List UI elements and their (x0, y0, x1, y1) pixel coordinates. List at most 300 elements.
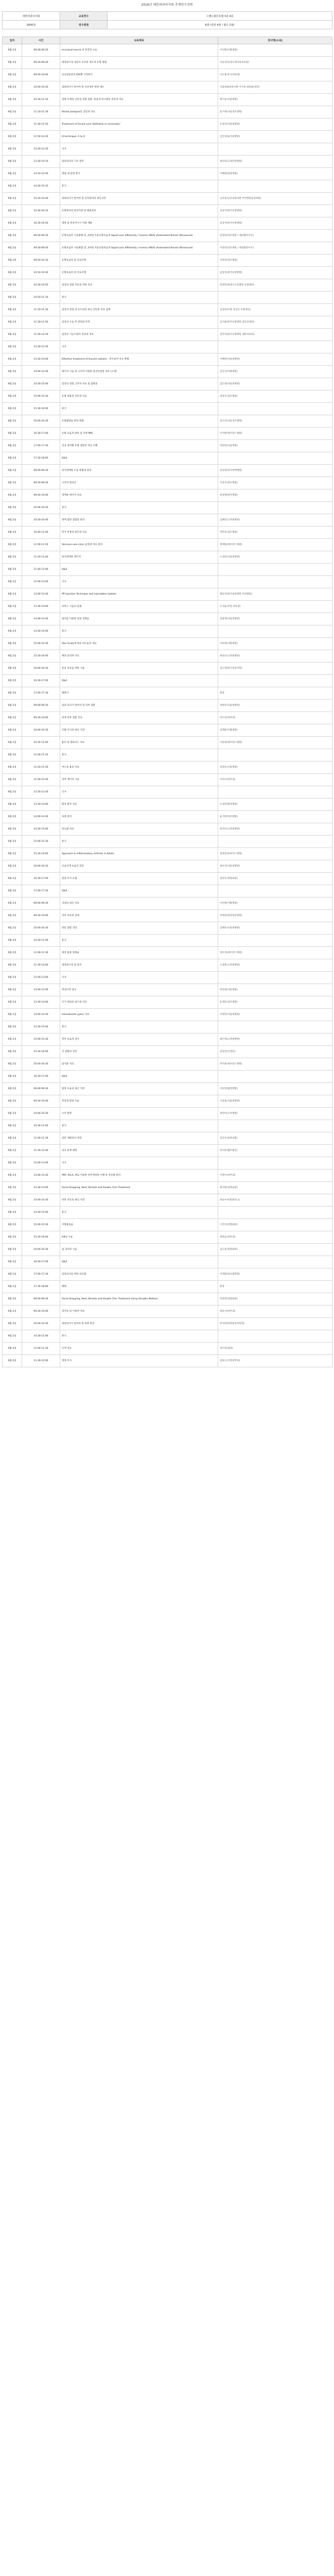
session-date: 9월 2일 (3, 477, 22, 489)
session-date: 9월 2일 (3, 391, 22, 403)
session-title: 식사 (60, 786, 218, 799)
session-speaker: 오세진(서울대병원) (218, 551, 332, 564)
session-date: 9월 2일 (3, 576, 22, 588)
session-title: Effective treatment of thyroid nodules - 비수술적 치료 방법 (60, 353, 218, 366)
table-row (3, 613, 332, 625)
session-time: 13:30-14:00 (22, 353, 60, 366)
session-time: 16:30-17:00 (22, 1256, 60, 1268)
session-speaker (218, 1120, 332, 1132)
table-row (3, 1355, 332, 1367)
session-time: 10:20-10:40 (22, 514, 60, 527)
session-date: 9월 2일 (3, 959, 22, 972)
session-speaker: 윤기세(서울성모병원) (218, 106, 332, 118)
session-title: 식사 (60, 143, 218, 156)
session-time: 10:00-10:30 (22, 1108, 60, 1120)
session-speaker: 이상우(성모병원) (218, 477, 332, 489)
session-date: 9월 2일 (3, 1268, 22, 1281)
session-time: 10:30-11:00 (22, 1330, 60, 1343)
session-time: 10:30-11:00 (22, 935, 60, 947)
session-date: 9월 2일 (3, 687, 22, 700)
table-row (3, 180, 332, 193)
session-speaker (218, 1330, 332, 1343)
session-title: 진료 영역별 유방 질환의 치료 이해 (60, 440, 218, 452)
table-row (3, 1009, 332, 1021)
session-time: 16:00-16:30 (22, 663, 60, 675)
session-speaker: 최지원(성형외과) (218, 1182, 332, 1194)
session-speaker (218, 292, 332, 304)
session-time: 09:00-09:20 (22, 465, 60, 477)
session-date: 9월 2일 (3, 1343, 22, 1355)
session-speaker: 오지윤(부천 피부과) (218, 601, 332, 613)
session-title: Ill technique: A to Z (60, 131, 218, 143)
table-row (3, 292, 332, 304)
session-speaker: 이상훈(서울대병원) (218, 1095, 332, 1108)
table-row (3, 279, 332, 292)
table-row (3, 811, 332, 823)
table-row (3, 403, 332, 415)
session-date: 9월 2일 (3, 1256, 22, 1268)
session-date: 9월 2일 (3, 1021, 22, 1033)
session-speaker: 김태호(서울대병원) (218, 922, 332, 935)
session-title: 식사 (60, 1157, 218, 1170)
session-date: 9월 2일 (3, 836, 22, 848)
session-time: 11:30-12:00 (22, 1145, 60, 1157)
table-row (3, 1306, 332, 1318)
session-time: 09:30-09:50 (22, 242, 60, 255)
session-speaker: 회장 (218, 1281, 332, 1293)
session-speaker: 김상국(한국유방병원) (218, 205, 332, 217)
session-date: 9월 2일 (3, 1120, 22, 1132)
session-date: 9월 2일 (3, 1207, 22, 1219)
session-time: 15:00-15:30 (22, 1219, 60, 1231)
session-time: 10:30-11:00 (22, 1120, 60, 1132)
session-date: 9월 2일 (3, 947, 22, 959)
session-time: 09:40-10:00 (22, 489, 60, 502)
session-title: Q&A (60, 1071, 218, 1083)
table-row (3, 972, 332, 984)
session-title: 외과의사가 알아야 할 상처관리의 최신지견 (60, 193, 218, 205)
session-speaker: 김용재(서울대병원) (218, 613, 332, 625)
session-speaker: 박소영(피부과) (218, 712, 332, 724)
session-date: 9월 2일 (3, 1293, 22, 1306)
session-title: Q&A (60, 1256, 218, 1268)
session-date: 9월 2일 (3, 94, 22, 106)
session-speaker (218, 675, 332, 687)
session-speaker: 정수빈(내과) (218, 1343, 332, 1355)
session-title: 복강경 탈장 수술 (60, 1095, 218, 1108)
session-speaker: 최은영(고려대병원) (218, 1033, 332, 1046)
session-speaker: 김민우(정형외과) (218, 873, 332, 885)
session-speaker: 김진우(외과의원) (218, 1132, 332, 1145)
session-date: 9월 2일 (3, 267, 22, 279)
session-date: 9월 2일 (3, 1219, 22, 1231)
session-speaker (218, 341, 332, 353)
session-speaker: 이동현(세브란스병원) (218, 737, 332, 749)
session-date: 9월 2일 (3, 539, 22, 551)
table-row (3, 477, 332, 489)
session-date: 9월 2일 (3, 1071, 22, 1083)
table-row (3, 1219, 332, 1231)
table-row (3, 1058, 332, 1071)
session-date: 9월 2일 (3, 984, 22, 996)
session-speaker (218, 1256, 332, 1268)
session-date: 9월 2일 (3, 44, 22, 57)
session-speaker: 이지현(세브란스병원) (218, 428, 332, 440)
session-speaker (218, 625, 332, 638)
session-date: 9월 2일 (3, 1182, 22, 1194)
session-date: 9월 2일 (3, 292, 22, 304)
table-row (3, 353, 332, 366)
session-date: 9월 2일 (3, 935, 22, 947)
session-speaker: 이정연(성모병원) (218, 255, 332, 267)
session-date: 9월 2일 (3, 1330, 22, 1343)
session-date: 9월 2일 (3, 1244, 22, 1256)
table-row (3, 217, 332, 230)
session-speaker: 한동원(서울병원) (218, 984, 332, 996)
info-value: 6점 (일반 4점 / 필수 2점) (108, 21, 332, 29)
table-row (3, 761, 332, 774)
session-speaker: 배기웅(서울병원) (218, 94, 332, 106)
table-row (3, 341, 332, 353)
session-speaker: 최우진(서울대병원) (218, 860, 332, 873)
session-time: 12:20-13:30 (22, 341, 60, 353)
session-date: 9월 2일 (3, 1318, 22, 1330)
session-speaker (218, 180, 332, 193)
table-row (3, 267, 332, 279)
session-speaker: 김수진(서울성모병원) (218, 415, 332, 428)
session-speaker: 정민아(소아병원) (218, 1108, 332, 1120)
session-date: 9월 2일 (3, 1108, 22, 1120)
session-time: 09:00-09:20 (22, 44, 60, 57)
schedule-table (2, 37, 332, 1367)
session-speaker: 이인형(이화병원) (218, 897, 332, 910)
session-date: 9월 2일 (3, 1083, 22, 1095)
table-row (3, 625, 332, 638)
session-title: 지방흡입술 (60, 1219, 218, 1231)
session-title: 외과의사를 위한 의료법 (60, 1268, 218, 1281)
session-time: 14:30-15:10 (22, 180, 60, 193)
table-row (3, 885, 332, 897)
session-title: 휴식 (60, 403, 218, 415)
session-title: 폐회사 (60, 687, 218, 700)
session-title: 수액 치료 (60, 1343, 218, 1355)
table-row (3, 576, 332, 588)
session-speaker (218, 502, 332, 514)
session-title: Varicose vein clinic 운영과 치료 원칙 (60, 539, 218, 551)
session-date: 9월 2일 (3, 724, 22, 737)
table-row (3, 564, 332, 576)
session-date: 9월 2일 (3, 440, 22, 452)
info-value: 5000원 (3, 21, 60, 29)
session-time: 11:30-11:50 (22, 118, 60, 131)
session-title: 휴식 (60, 180, 218, 193)
session-date: 9월 2일 (3, 428, 22, 440)
session-time: 12:00-13:00 (22, 576, 60, 588)
session-title: 모발 이식의 최신 지견 (60, 724, 218, 737)
session-date: 9월 2일 (3, 1145, 22, 1157)
session-title: 유방초음파 및 진료유형 (60, 267, 218, 279)
session-date: 9월 2일 (3, 118, 22, 131)
table-row (3, 897, 332, 910)
session-speaker: 김상호(한국유방병원) (218, 267, 332, 279)
table-row (3, 712, 332, 724)
info-value: 그랜드힐튼호텔 3층 4층 (108, 12, 332, 21)
session-date: 9월 2일 (3, 1009, 22, 1021)
session-time: 17:00-17:30 (22, 1268, 60, 1281)
session-time: 11:00-11:20 (22, 539, 60, 551)
table-row (3, 947, 332, 959)
session-speaker: 남궁문(남궁외과의원 부천병원운영위원) (218, 193, 332, 205)
table-row (3, 1157, 332, 1170)
session-title: 대장 용종 절제술 (60, 947, 218, 959)
session-title: 고주파 열치료 (60, 477, 218, 489)
table-row (3, 799, 332, 811)
session-title: HIFU 시술 (60, 1231, 218, 1244)
session-speaker (218, 452, 332, 465)
session-date: 9월 2일 (3, 143, 22, 156)
session-time: 16:30-17:00 (22, 428, 60, 440)
page-title: 2016년 대한외과의사회 추계연수강좌 (141, 3, 193, 7)
session-title: 관절 주사 요법 (60, 873, 218, 885)
session-title: 유방초음파 시술방법 및 ,3차원 자동유방초음파 Squid Lock differently / Invenia ABUS (Automated Breast Ultrasound) (60, 230, 218, 242)
header-title: 교육제목 (60, 37, 218, 44)
session-title: 여드름 흉터 치료 (60, 761, 218, 774)
session-speaker: 김민석(한국유방병원 내분비외과) (218, 329, 332, 341)
session-speaker: 한승우(비만클리닉) (218, 1194, 332, 1207)
session-date: 9월 2일 (3, 465, 22, 477)
schedule-header-row (3, 37, 332, 44)
session-title: 휴식 (60, 1021, 218, 1033)
session-date: 9월 2일 (3, 156, 22, 168)
session-time: 11:50-12:20 (22, 329, 60, 341)
session-speaker (218, 749, 332, 761)
session-title: 유방에서의 항상지관 및 해외정보 (60, 205, 218, 217)
table-row (3, 1083, 332, 1095)
table-row (3, 514, 332, 527)
session-speaker: 김경진(유방 갑상선 유방센터) (218, 304, 332, 316)
session-title: 휴식 (60, 1120, 218, 1132)
session-time: 09:40-10:00 (22, 69, 60, 81)
session-title: Pain Scale에 따른 비수술적 치료 (60, 638, 218, 650)
session-time: 11:50-12:20 (22, 131, 60, 143)
session-date: 9월 2일 (3, 663, 22, 675)
session-time: 11:30-11:50 (22, 316, 60, 329)
session-speaker: 김하은(가정의학과) (218, 1355, 332, 1367)
session-speaker (218, 403, 332, 415)
table-row (3, 724, 332, 737)
session-title: 정맥류 레이저 치료 (60, 489, 218, 502)
session-title: 하지정맥류 레이저 (60, 551, 218, 564)
session-date: 9월 2일 (3, 737, 22, 749)
session-speaker (218, 143, 332, 156)
table-row (3, 823, 332, 836)
session-title: 휴식 (60, 749, 218, 761)
session-speaker (218, 1021, 332, 1033)
session-speaker: 임영희(성모병원 / 대외협력이사) (218, 230, 332, 242)
session-speaker: 이혜정(서울대병원) (218, 353, 332, 366)
session-time: 12:20-13:30 (22, 786, 60, 799)
table-row (3, 1244, 332, 1256)
session-speaker: 정현우(서울대병원) (218, 700, 332, 712)
session-title: 하지정맥류 수술 방법과 원리 (60, 465, 218, 477)
session-date: 9월 2일 (3, 489, 22, 502)
session-date: 9월 2일 (3, 786, 22, 799)
session-date: 9월 2일 (3, 527, 22, 539)
session-date: 9월 2일 (3, 650, 22, 663)
session-title: 비만 치료의 최신 지견 (60, 1194, 218, 1207)
session-speaker: 조민수(피부과) (218, 774, 332, 786)
session-date: 9월 2일 (3, 168, 22, 180)
session-title: 탈장 수술의 최신 지견 (60, 1083, 218, 1095)
table-row (3, 873, 332, 885)
session-title: 외래 피부 질환 진료 (60, 712, 218, 724)
session-time: 11:30-12:00 (22, 959, 60, 972)
table-row (3, 44, 332, 57)
session-date: 9월 2일 (3, 873, 22, 885)
session-time: 16:30-17:00 (22, 1071, 60, 1083)
session-time: 16:30-17:00 (22, 873, 60, 885)
session-speaker: 김상국(한국유방병원) (218, 217, 332, 230)
session-time: 16:00-16:30 (22, 415, 60, 428)
session-speaker: 김진산(이화병원) (218, 366, 332, 378)
table-row (3, 959, 332, 972)
session-speaker (218, 972, 332, 984)
session-title: 대장내시경 질 관리 (60, 959, 218, 972)
table-row (3, 1182, 332, 1194)
session-speaker: 박상현(성형외과) (218, 1293, 332, 1306)
session-time: 15:10-15:40 (22, 193, 60, 205)
session-speaker: 김진성(을지대병원) (218, 131, 332, 143)
table-row (3, 749, 332, 761)
session-date: 9월 2일 (3, 638, 22, 650)
session-time: 10:30-11:00 (22, 737, 60, 749)
table-row (3, 193, 332, 205)
table-row (3, 242, 332, 255)
session-time: 11:00-11:30 (22, 1343, 60, 1355)
table-row (3, 378, 332, 391)
table-row (3, 638, 332, 650)
session-speaker: 이승진(연세오케이외과의원) (218, 57, 332, 69)
table-row (3, 106, 332, 118)
table-row (3, 1194, 332, 1207)
table-row (3, 1021, 332, 1033)
session-date: 9월 2일 (3, 761, 22, 774)
session-title: 식사 (60, 972, 218, 984)
session-time: 15:00-15:30 (22, 391, 60, 403)
table-row (3, 94, 332, 106)
table-row (3, 1330, 332, 1343)
table-row (3, 1046, 332, 1058)
session-time: 11:10-11:30 (22, 106, 60, 118)
table-row (3, 786, 332, 799)
session-title: 유방초음파 시술방법 및 ,3차원 자동유방초음파 Squid Lock differently / Invenia ABUS (Automated Breast Ultrasound) (60, 242, 218, 255)
session-title: 욕창 관리 (60, 811, 218, 823)
session-time: 14:30-15:00 (22, 378, 60, 391)
session-time: 16:30-16:50 (22, 217, 60, 230)
session-date: 9월 2일 (3, 81, 22, 94)
table-row (3, 143, 332, 156)
session-speaker: 최윤서(피부과) (218, 1306, 332, 1318)
session-time: 15:00-15:30 (22, 638, 60, 650)
info-label: 연수평점 (60, 21, 108, 29)
session-time: 09:30-10:00 (22, 1306, 60, 1318)
session-time: 10:10-10:30 (22, 267, 60, 279)
session-title: 통증 치료를 위한 시술 (60, 663, 218, 675)
session-time: 09:00-09:30 (22, 1293, 60, 1306)
session-title: 실 리프팅 시술 (60, 1244, 218, 1256)
session-date: 9월 2일 (3, 823, 22, 836)
session-time: 16:00-16:30 (22, 860, 60, 873)
session-date: 9월 2일 (3, 1046, 22, 1058)
session-title: Q&A (60, 885, 218, 897)
session-time: 12:00-13:00 (22, 1157, 60, 1170)
session-title: 담석증 치료 (60, 1058, 218, 1071)
session-title: 인공항문관리 EROP 시작하기 (60, 69, 218, 81)
session-time: 12:20-13:30 (22, 143, 60, 156)
session-time: 15:00-15:30 (22, 836, 60, 848)
session-time: 15:40-16:10 (22, 205, 60, 217)
table-row (3, 168, 332, 180)
session-time: 17:00-17:30 (22, 440, 60, 452)
session-time: 14:00-14:30 (22, 1194, 60, 1207)
session-speaker: 임정호(서울병원) (218, 761, 332, 774)
session-time: 13:30-14:00 (22, 799, 60, 811)
session-date: 9월 2일 (3, 922, 22, 935)
session-time: 09:00-09:30 (22, 897, 60, 910)
session-title: 질병 유래의 난연성 결절 질환: 통증과 반고열의 진단과 치료 (60, 94, 218, 106)
table-row (3, 118, 332, 131)
session-speaker (218, 1207, 332, 1219)
session-date: 9월 2일 (3, 1194, 22, 1207)
header-date: 일자 (3, 37, 22, 44)
session-time: 14:30-15:00 (22, 1207, 60, 1219)
table-row (3, 836, 332, 848)
session-title: 외과의사의 기포 관리 (60, 156, 218, 168)
session-time: 15:00-15:30 (22, 1033, 60, 1046)
session-time: 13:30-14:00 (22, 996, 60, 1009)
session-title: PP Injection Technique and Injectables Update (60, 588, 218, 601)
session-title: Facial Dropping, Neck Wrinkle and Double Chin Treatment (60, 1182, 218, 1194)
session-title: 흉터 및 켈로이드 치료 (60, 737, 218, 749)
session-time: 11:20-11:40 (22, 551, 60, 564)
table-row (3, 452, 332, 465)
session-title: 당뇨발 치료 (60, 823, 218, 836)
session-date: 9월 2일 (3, 514, 22, 527)
session-date: 9월 2일 (3, 1306, 22, 1318)
session-title: 식사 (60, 576, 218, 588)
session-title: 보톡스 시술의 실제 (60, 601, 218, 613)
session-speaker: 오상훈(고려대병원) (218, 959, 332, 972)
table-row (3, 1120, 332, 1132)
info-table (2, 11, 332, 29)
session-time: 12:00-13:00 (22, 972, 60, 984)
table-row (3, 1318, 332, 1330)
session-date: 9월 2일 (3, 366, 22, 378)
session-title: 갑상선 결절 내 유두암의 최신 진단과 치료 실제 (60, 304, 218, 316)
session-title: 하지 부종의 원인과 치료 (60, 527, 218, 539)
session-speaker: 정하늘(피부과) (218, 1231, 332, 1244)
session-title: PRP, PLLA, PCL 이용한 피부재생의 이해 및 진단법 원리 (60, 1170, 218, 1182)
session-date: 9월 2일 (3, 811, 22, 823)
session-speaker: 오민석(성형외과) (218, 1219, 332, 1231)
session-time: 10:00-10:30 (22, 724, 60, 737)
table-row (3, 700, 332, 712)
session-title: 위내시경 검사 (60, 984, 218, 996)
info-label: 교육연수 (60, 12, 108, 21)
session-time: 17:30-18:00 (22, 452, 60, 465)
session-time: 10:00-10:20 (22, 502, 60, 514)
session-title: 복부 초음파 검사 (60, 1033, 218, 1046)
